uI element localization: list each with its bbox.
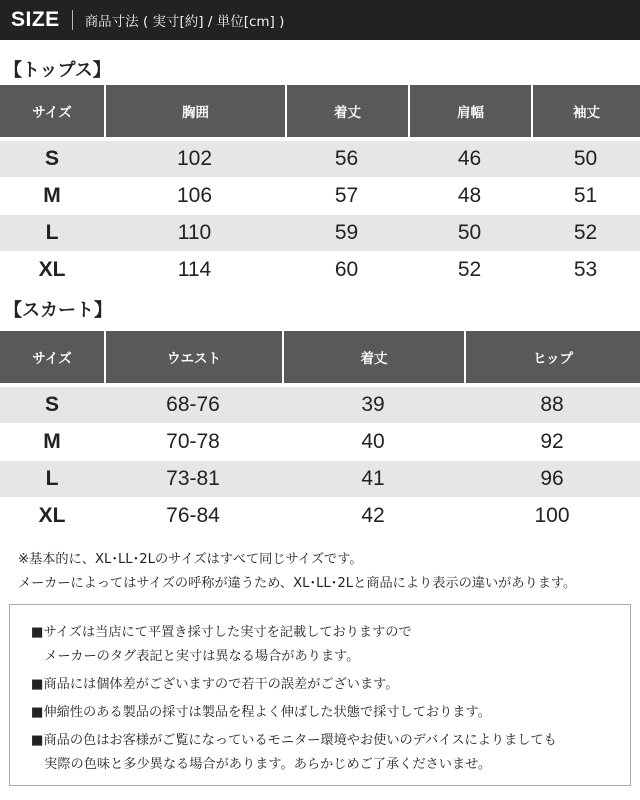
value-cell: 50 <box>531 141 640 177</box>
tops-header-cell: 袖丈 <box>533 85 640 137</box>
size-cell: L <box>0 215 104 251</box>
table-row <box>0 141 640 177</box>
value-cell: 70-78 <box>166 430 220 453</box>
value-cell: 52 <box>531 215 640 251</box>
size-cell: XL <box>38 504 66 527</box>
disclaimer-line: ■伸縮性のある製品の採寸は製品を程よく伸ばした状態で採寸しております。 <box>31 705 491 720</box>
size-cell: M <box>43 184 61 207</box>
value-cell: 73-81 <box>104 461 282 497</box>
value-cell: 39 <box>282 387 464 423</box>
table-row <box>0 387 640 423</box>
value-cell: 50 <box>408 215 531 251</box>
size-cell: XL <box>38 258 66 281</box>
value-cell: 100 <box>534 504 570 527</box>
header-divider <box>72 10 73 30</box>
disclaimer-line: メーカーのタグ表記と実寸は異なる場合があります。 <box>31 649 360 664</box>
tops-header-cell: サイズ <box>0 85 104 137</box>
tops-header-row <box>0 85 640 137</box>
skirt-header-row <box>0 331 640 383</box>
skirt-header-cell: サイズ <box>0 331 104 383</box>
value-cell: 42 <box>361 504 385 527</box>
disclaimer-line: ■商品の色はお客様がご覧になっているモニター環境やお使いのデバイスによりましても <box>31 733 557 748</box>
value-cell: 59 <box>285 215 408 251</box>
value-cell: 56 <box>285 141 408 177</box>
value-cell: 114 <box>177 258 212 281</box>
size-cell: S <box>0 387 104 423</box>
value-cell: 40 <box>361 430 385 453</box>
disclaimer-box <box>9 604 631 786</box>
value-cell: 57 <box>334 184 359 207</box>
size-notes <box>18 548 576 596</box>
disclaimer-line: 実際の色味と多少異なる場合があります。あらかじめご了承くださいませ。 <box>31 757 492 772</box>
size-label: SIZE <box>11 8 60 31</box>
value-cell: 60 <box>334 258 359 281</box>
table-row <box>0 215 640 251</box>
note-line: メーカーによってはサイズの呼称が違うため、XL･LL･2Lと商品により表示の違いがあります。 <box>18 576 577 591</box>
size-cell: L <box>0 461 104 497</box>
skirt-size-table <box>0 331 640 535</box>
value-cell: 53 <box>573 258 598 281</box>
value-cell: 106 <box>176 184 213 207</box>
value-cell: 96 <box>464 461 640 497</box>
value-cell: 110 <box>104 215 285 251</box>
value-cell: 48 <box>457 184 482 207</box>
table-row <box>0 252 640 288</box>
header-subtitle: 商品寸法 ( 実寸[約] / 単位[cm] ) <box>84 14 285 30</box>
table-row <box>0 424 640 460</box>
value-cell: 52 <box>457 258 482 281</box>
skirt-header-cell: ヒップ <box>466 331 640 383</box>
value-cell: 102 <box>104 141 285 177</box>
table-row <box>0 461 640 497</box>
value-cell: 92 <box>540 430 564 453</box>
skirt-header-cell: 着丈 <box>284 331 464 383</box>
tops-title: 【トップス】 <box>4 60 111 81</box>
table-row <box>0 178 640 214</box>
skirt-title: 【スカート】 <box>4 300 112 321</box>
size-cell: M <box>43 430 61 453</box>
value-cell: 88 <box>464 387 640 423</box>
value-cell: 41 <box>282 461 464 497</box>
disclaimer-line: ■サイズは当店にて平置き採寸した実寸を記載しておりますので <box>31 625 412 640</box>
disclaimer-line: ■商品には個体差がございますので若干の誤差がございます。 <box>31 677 399 692</box>
value-cell: 51 <box>573 184 598 207</box>
skirt-header-cell: ウエスト <box>106 331 282 383</box>
note-line: ※基本的に、XL･LL･2Lのサイズはすべて同じサイズです。 <box>18 552 363 567</box>
tops-header-cell: 着丈 <box>287 85 408 137</box>
size-cell: S <box>0 141 104 177</box>
tops-header-cell: 肩幅 <box>410 85 531 137</box>
value-cell: 68-76 <box>104 387 282 423</box>
table-row <box>0 498 640 534</box>
tops-header-cell: 胸囲 <box>106 85 285 137</box>
tops-size-table <box>0 85 640 289</box>
value-cell: 46 <box>408 141 531 177</box>
value-cell: 76-84 <box>166 504 220 527</box>
page-header <box>0 0 640 40</box>
